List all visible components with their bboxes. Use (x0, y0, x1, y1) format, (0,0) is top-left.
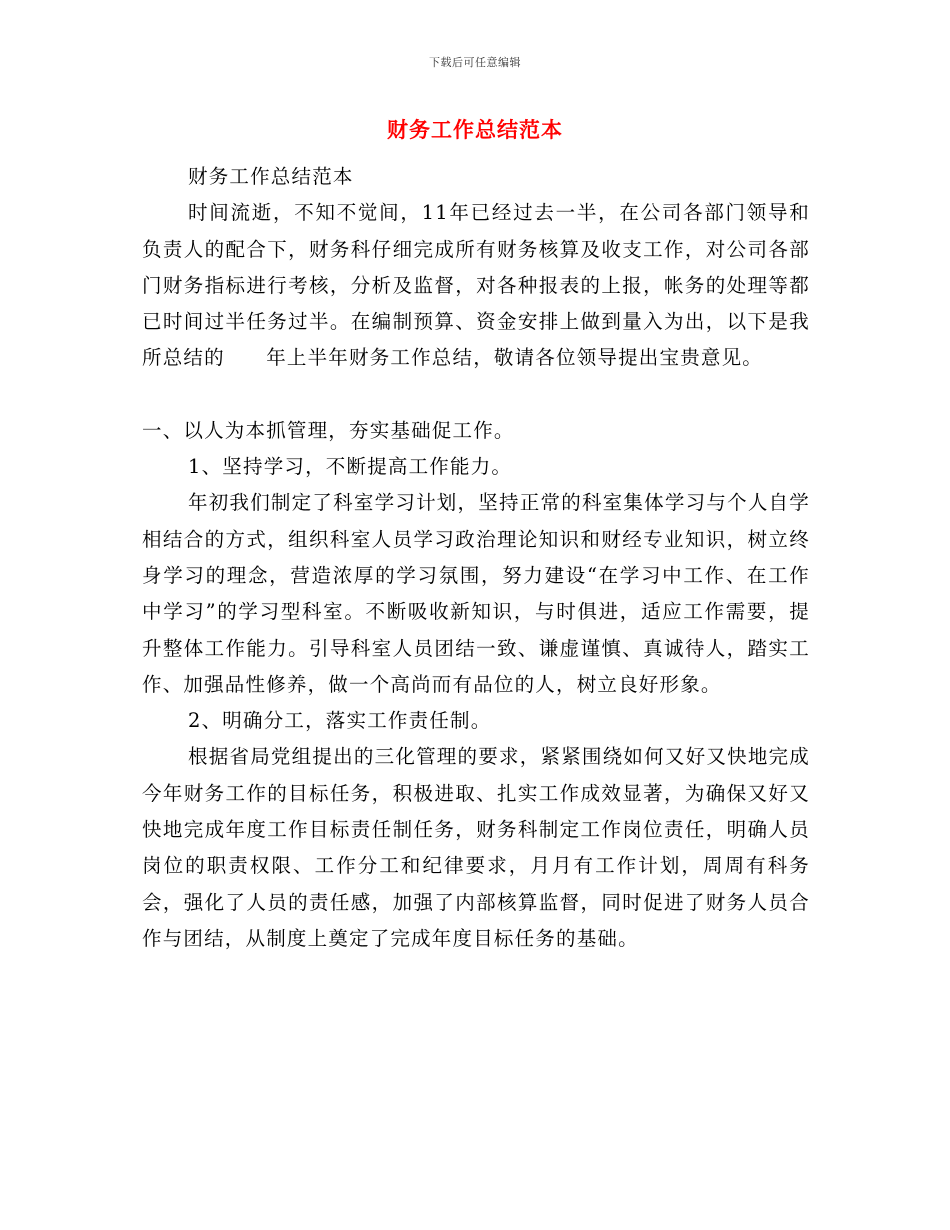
paragraph-responsibility: 根据省局党组提出的三化管理的要求，紧紧围绕如何又好又快地完成今年财务工作的目标任务，积极进取、扎实工作成效显著，为确保又好又快地完成年度工作目标责任制任务，财务科制定工作岗位责任，明确人员岗位的职责权限、工作分工和纪律要求，月月有工作计划，周周有科务会，强化了人员的责任感，加强了内部核算监督，同时促进了财务人员合作与团结，从制度上奠定了完成年度目标任务的基础。 (142, 745, 810, 950)
document-body (142, 159, 810, 957)
paragraph-study: 年初我们制定了科室学习计划，坚持正常的科室集体学习与个人自学相结合的方式，组织科室人员学习政治理论知识和财经专业知识，树立终身学习的理念，营造浓厚的学习氛围，努力建设“在学习中工作、在工作中学习”的学习型科室。不断吸收新知识，与时俱进，适应工作需要，提升整体工作能力。引导科室人员团结一致、谦虚谨慎、真诚待人，踏实工作、加强品性修养，做一个高尚而有品位的人，树立良好形象。 (142, 491, 810, 696)
paragraph-intro: 时间流逝，不知不觉间，11年已经过去一半，在公司各部门领导和负责人的配合下，财务科仔细完成所有财务核算及收支工作，对公司各部门财务指标进行考核，分析及监督，对各种报表的上报，帐务的处理等都已时间过半任务过半。在编制预算、资金安排上做到量入为出，以下是我所总结的 年上半年财务工作总结，敬请各位领导提出宝贵意见。 (142, 201, 810, 370)
paragraph-subtitle: 财务工作总结范本 (188, 165, 354, 188)
subsection-heading-1: 1、坚持学习，不断提高工作能力。 (188, 455, 513, 479)
document-title: 财务工作总结范本 (387, 117, 563, 142)
header-note: 下载后可任意编辑 (429, 56, 521, 69)
section-heading-1: 一、以人为本抓管理，夯实基础促工作。 (142, 418, 515, 442)
subsection-heading-2: 2、明确分工，落实工作责任制。 (188, 709, 492, 733)
